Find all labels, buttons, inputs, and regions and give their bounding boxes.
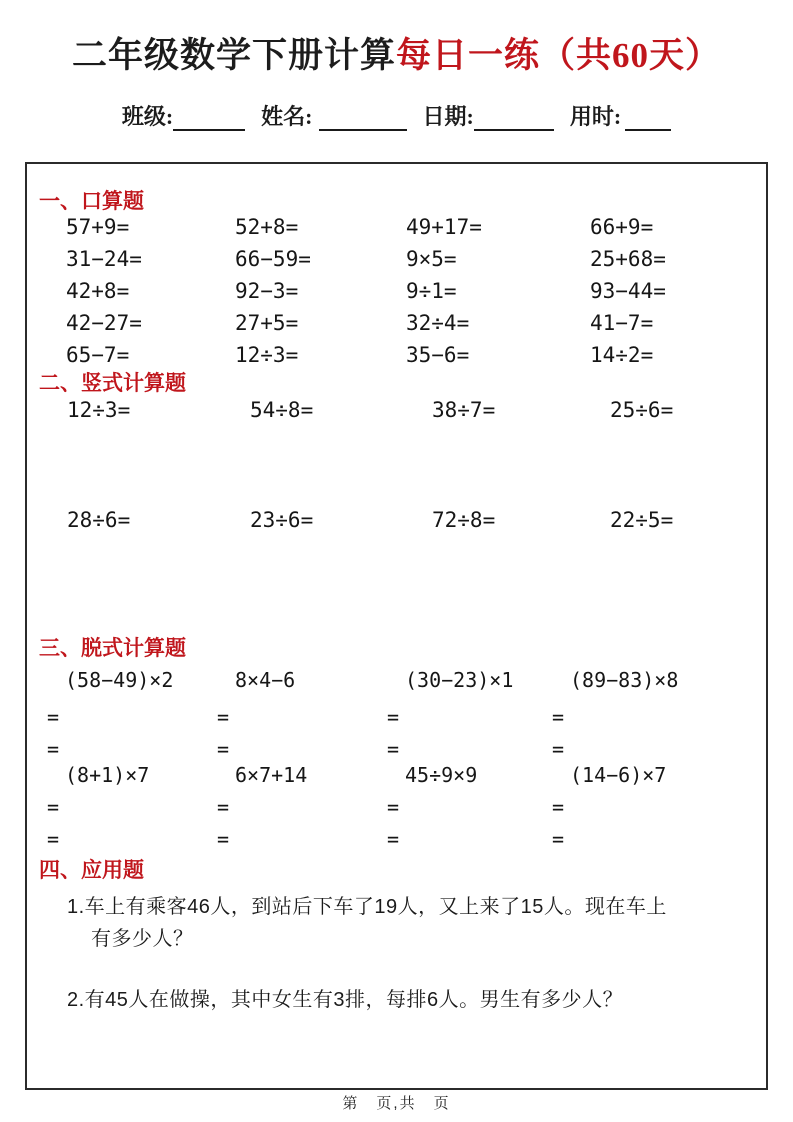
math-problem: 72÷8= (432, 508, 496, 532)
date-field (423, 100, 554, 131)
equals-line: = (387, 737, 400, 761)
page-footer: 第 页,共 页 (342, 1095, 451, 1112)
equals-line: = (387, 795, 400, 819)
equals-line: = (387, 827, 400, 851)
math-problem: 9×5= (406, 247, 457, 271)
page-title-red: 每日一练（共60天） (396, 36, 722, 75)
section4-heading: 四、应用题 (39, 859, 144, 882)
equals-line: = (47, 827, 60, 851)
math-problem: 9÷1= (406, 279, 457, 303)
time-label: 用时: (569, 104, 622, 129)
math-problem: 14÷2= (590, 343, 654, 367)
equals-line: = (47, 795, 60, 819)
math-problem: 41−7= (590, 311, 654, 335)
class-label: 班级: (121, 104, 174, 129)
content-border-box (25, 162, 768, 1090)
math-problem: (58−49)×2 (65, 668, 174, 692)
math-problem: 6×7+14 (235, 763, 308, 787)
math-problem: 49+17= (406, 215, 482, 239)
equals-line: = (552, 737, 565, 761)
page-title-black: 二年级数学下册计算 (71, 36, 396, 75)
equals-line: = (217, 737, 230, 761)
time-blank (625, 109, 671, 131)
time-field (570, 100, 671, 131)
equals-line: = (552, 795, 565, 819)
student-info-line (0, 100, 793, 131)
math-problem: 8×4−6 (235, 668, 296, 692)
math-problem: 66+9= (590, 215, 654, 239)
math-problem: 52+8= (235, 215, 299, 239)
name-field (261, 100, 406, 131)
math-problem: 25÷6= (610, 398, 674, 422)
section3-problem-grid (47, 668, 678, 857)
section1-problem-grid (66, 215, 666, 375)
equals-line: = (217, 705, 230, 729)
math-problem: 35−6= (406, 343, 470, 367)
equals-line: = (47, 705, 60, 729)
date-label: 日期: (422, 104, 474, 129)
equals-line: = (387, 705, 400, 729)
name-blank (319, 109, 407, 131)
math-problem: 42+8= (66, 279, 130, 303)
math-problem: 25+68= (590, 247, 666, 271)
name-label: 姓名: (261, 104, 313, 129)
class-field (122, 100, 245, 131)
word-problem-2: 2.有45人在做操，其中女生有3排，每排6人。男生有多少人？ (67, 989, 624, 1011)
section2-problem-grid (67, 398, 673, 618)
math-problem: 54÷8= (250, 398, 314, 422)
equals-line: = (552, 705, 565, 729)
math-problem: (14−6)×7 (570, 763, 667, 787)
date-blank (474, 109, 554, 131)
equals-line: = (217, 827, 230, 851)
math-problem: 38÷7= (432, 398, 496, 422)
class-blank (173, 109, 245, 131)
math-problem: 31−24= (66, 247, 142, 271)
math-problem: 45÷9×9 (405, 763, 478, 787)
math-problem: 23÷6= (250, 508, 314, 532)
math-problem: 42−27= (66, 311, 142, 335)
word-problem-1-line-1: 1.车上有乘客46人，到站后下车了19人，又上来了15人。现在车上 (67, 896, 667, 918)
equals-line: = (552, 827, 565, 851)
math-problem: (8+1)×7 (65, 763, 150, 787)
page-title (0, 28, 793, 78)
equals-line: = (47, 737, 60, 761)
math-problem: 93−44= (590, 279, 666, 303)
math-problem: 65−7= (66, 343, 130, 367)
math-problem: 27+5= (235, 311, 299, 335)
math-problem: 66−59= (235, 247, 311, 271)
math-problem: 32÷4= (406, 311, 470, 335)
math-problem: 57+9= (66, 215, 130, 239)
math-problem: 22÷5= (610, 508, 674, 532)
math-problem: (89−83)×8 (570, 668, 679, 692)
math-problem: 12÷3= (67, 398, 131, 422)
math-problem: (30−23)×1 (405, 668, 514, 692)
math-problem: 28÷6= (67, 508, 131, 532)
equals-line: = (217, 795, 230, 819)
section3-heading: 三、脱式计算题 (39, 637, 186, 660)
math-problem: 12÷3= (235, 343, 299, 367)
math-problem: 92−3= (235, 279, 299, 303)
section2-heading: 二、竖式计算题 (39, 372, 186, 395)
word-problem-1-line-2: 有多少人？ (91, 928, 194, 950)
section1-heading: 一、口算题 (39, 190, 144, 213)
